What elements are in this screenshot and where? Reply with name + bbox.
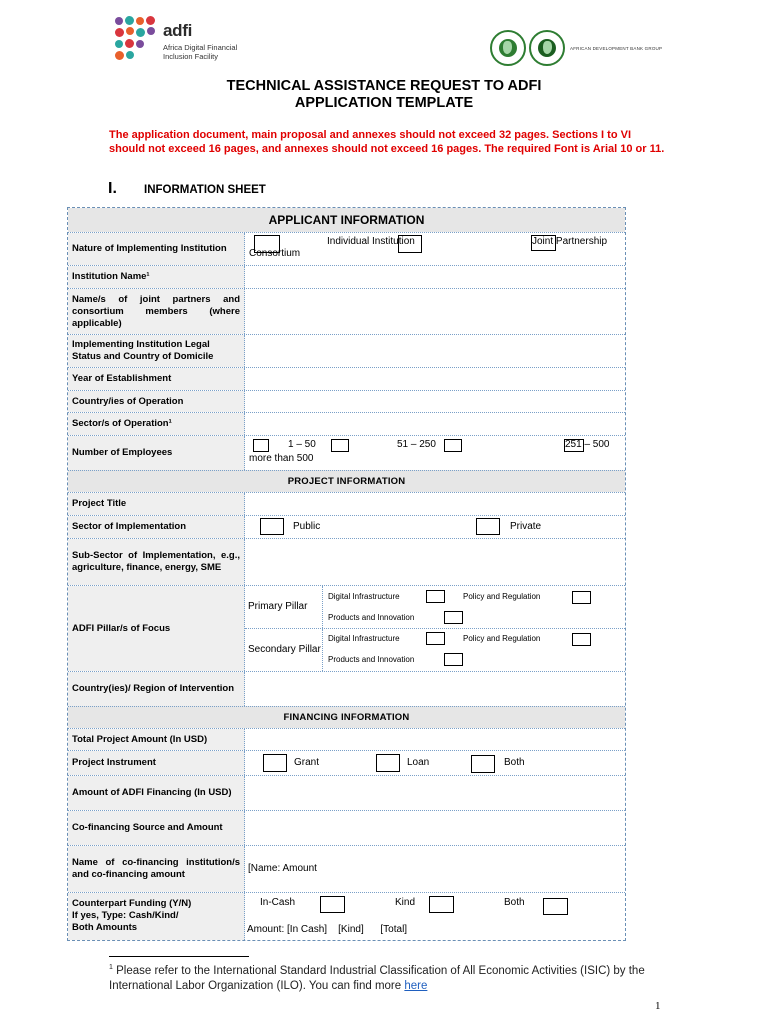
nature-options xyxy=(245,233,625,265)
primary-products-label: Products and Innovation xyxy=(328,613,415,622)
secondary-products-checkbox[interactable] xyxy=(444,653,463,666)
primary-digital-label: Digital Infrastructure xyxy=(328,592,400,601)
cofinancing-label: Co-financing Source and Amount xyxy=(68,811,245,845)
employees-51-250-checkbox[interactable] xyxy=(331,439,349,452)
employees-1-50-checkbox[interactable] xyxy=(253,439,269,452)
logo-name: adfi xyxy=(163,21,193,40)
year-row xyxy=(68,367,625,390)
both-instrument-checkbox[interactable] xyxy=(471,755,495,773)
counterpart-options xyxy=(245,893,625,940)
sub-sector-label: Sub-Sector of Implementation, e.g., agriculture, finance, energy, SME xyxy=(68,539,245,585)
total-amount-row xyxy=(68,728,625,750)
footnote-link[interactable]: here xyxy=(404,979,428,992)
joint-option-label: Joint Partnership xyxy=(532,236,608,247)
loan-label: Loan xyxy=(407,757,430,768)
page-number: 1 xyxy=(655,1000,661,1012)
both-counterpart-checkbox[interactable] xyxy=(543,898,568,915)
countries-field[interactable] xyxy=(245,391,625,412)
region-label: Country(ies)/ Region of Intervention xyxy=(68,672,245,706)
employees-251-500-label: 251 – 500 xyxy=(565,439,610,450)
institution-name-field[interactable] xyxy=(245,266,625,288)
region-field[interactable] xyxy=(245,672,625,706)
cofinancing-name-field[interactable] xyxy=(245,846,625,892)
instrument-label: Project Instrument xyxy=(68,751,245,775)
primary-pillar-row xyxy=(245,586,625,629)
sub-sector-row xyxy=(68,538,625,585)
instrument-options xyxy=(245,751,625,775)
joint-partners-field[interactable] xyxy=(245,289,625,334)
secondary-policy-label: Policy and Regulation xyxy=(463,634,541,643)
afdb-logo xyxy=(490,30,662,66)
pillar-row xyxy=(68,585,625,671)
employees-51-250-label: 51 – 250 xyxy=(397,439,436,450)
nature-label: Nature of Implementing Institution xyxy=(68,233,245,265)
page-limit-notice: The application document, main proposal and annexes should not exceed 32 pages. Sections I to VI should not exceed 16 pages, and annexes should not exceed 16 pages. The required Font is Arial 10 or 11. xyxy=(109,129,665,155)
employees-1-50-label: 1 – 50 xyxy=(288,439,316,450)
financing-info-header: FINANCING INFORMATION xyxy=(68,706,625,728)
legal-status-label: Implementing Institution Legal Status and Country of Domicile xyxy=(68,335,245,367)
adfi-logo-mark xyxy=(113,15,159,63)
total-amount-label: Total Project Amount (In USD) xyxy=(68,729,245,750)
joint-partners-row xyxy=(68,288,625,334)
secondary-pillar-row xyxy=(245,629,625,671)
footnote-marker: 1 xyxy=(109,964,113,971)
region-row xyxy=(68,671,625,706)
afdb-name: AFRICAN DEVELOPMENT BANK GROUP xyxy=(570,45,663,51)
public-checkbox[interactable] xyxy=(260,518,284,535)
incash-checkbox[interactable] xyxy=(320,896,345,913)
sectors-row xyxy=(68,412,625,435)
primary-pillar-options xyxy=(323,586,625,628)
grant-checkbox[interactable] xyxy=(263,754,287,772)
instrument-row xyxy=(68,750,625,775)
joint-checkbox[interactable] xyxy=(398,235,422,253)
institution-name-label: Institution Name¹ xyxy=(68,266,245,288)
sector-impl-row xyxy=(68,515,625,538)
adfi-amount-field[interactable] xyxy=(245,776,625,810)
adfi-logo xyxy=(113,15,243,63)
document-title-line1: TECHNICAL ASSISTANCE REQUEST TO ADFI xyxy=(226,78,542,94)
sectors-label: Sector/s of Operation¹ xyxy=(68,413,245,435)
section-title: INFORMATION SHEET xyxy=(144,184,266,196)
project-info-header: PROJECT INFORMATION xyxy=(68,470,625,492)
counterpart-label-line1: Counterpart Funding (Y/N) xyxy=(72,898,192,909)
employees-more-500-label: more than 500 xyxy=(249,453,314,464)
adfi-amount-row xyxy=(68,775,625,810)
both-counterpart-label: Both xyxy=(504,897,525,908)
secondary-products-label: Products and Innovation xyxy=(328,655,415,664)
project-title-row xyxy=(68,492,625,515)
footnote xyxy=(109,960,649,994)
legal-status-row xyxy=(68,334,625,367)
employees-more-500-checkbox[interactable] xyxy=(564,439,584,452)
year-field[interactable] xyxy=(245,368,625,390)
countries-row xyxy=(68,390,625,412)
total-amount-field[interactable] xyxy=(245,729,625,750)
section-heading xyxy=(108,180,266,198)
sector-impl-label: Sector of Implementation xyxy=(68,516,245,538)
counterpart-label-line3: Both Amounts xyxy=(72,922,138,933)
counterpart-row xyxy=(68,892,625,940)
sector-impl-options xyxy=(245,516,625,538)
secondary-policy-checkbox[interactable] xyxy=(572,633,591,646)
footnote-separator xyxy=(109,956,249,957)
counterpart-amount-line: Amount: [In Cash] [Kind] [Total] xyxy=(247,924,408,935)
year-label: Year of Establishment xyxy=(68,368,245,390)
institution-name-row xyxy=(68,265,625,288)
primary-digital-checkbox[interactable] xyxy=(426,590,445,603)
cofinancing-name-row xyxy=(68,845,625,892)
counterpart-label-line2: If yes, Type: Cash/Kind/ xyxy=(72,910,179,921)
private-label: Private xyxy=(510,521,542,532)
afdb-seal-icon xyxy=(490,30,526,66)
loan-checkbox[interactable] xyxy=(376,754,400,772)
incash-label: In-Cash xyxy=(260,897,296,908)
sectors-field[interactable] xyxy=(245,413,625,435)
logo-tagline: Africa Digital Financial Inclusion Facility xyxy=(163,43,238,61)
employees-251-500-checkbox[interactable] xyxy=(444,439,462,452)
cofinancing-field[interactable] xyxy=(245,811,625,845)
section-number: I. xyxy=(108,180,117,197)
employees-options xyxy=(245,436,625,470)
secondary-pillar-options xyxy=(323,629,625,671)
primary-pillar-label: Primary Pillar xyxy=(245,586,323,628)
both-instrument-label: Both xyxy=(504,757,525,768)
cofinancing-name-value: [Name: Amount xyxy=(248,863,317,874)
consortium-option-label: Consortium xyxy=(249,248,301,259)
nature-row xyxy=(68,232,625,265)
counterpart-label xyxy=(68,893,245,940)
secondary-pillar-label: Secondary Pillar xyxy=(245,629,323,671)
afdb-globe-icon xyxy=(529,30,565,66)
private-checkbox[interactable] xyxy=(476,518,500,535)
joint-partners-label: Name/s of joint partners and consortium members (where applicable) xyxy=(68,289,245,334)
applicant-info-header: APPLICANT INFORMATION xyxy=(68,208,625,232)
adfi-amount-label: Amount of ADFI Financing (In USD) xyxy=(68,776,245,810)
pillar-label: ADFI Pillar/s of Focus xyxy=(68,586,245,671)
employees-row xyxy=(68,435,625,470)
grant-label: Grant xyxy=(294,757,320,768)
cofinancing-name-label: Name of co-financing institution/s and co-financing amount xyxy=(68,846,245,892)
project-title-label: Project Title xyxy=(68,493,245,515)
public-label: Public xyxy=(293,521,321,532)
individual-option-label: Individual Institution xyxy=(327,236,415,247)
document-title-line2: APPLICATION TEMPLATE xyxy=(294,95,474,111)
employees-label: Number of Employees xyxy=(68,436,245,470)
consortium-checkbox[interactable] xyxy=(531,235,556,251)
legal-status-field[interactable] xyxy=(245,335,625,367)
countries-label: Country/ies of Operation xyxy=(68,391,245,412)
information-sheet-form xyxy=(67,207,626,941)
kind-label: Kind xyxy=(395,897,416,908)
kind-checkbox[interactable] xyxy=(429,896,454,913)
primary-policy-checkbox[interactable] xyxy=(572,591,591,604)
cofinancing-row xyxy=(68,810,625,845)
sub-sector-field[interactable] xyxy=(245,539,625,585)
primary-products-checkbox[interactable] xyxy=(444,611,463,624)
secondary-digital-checkbox[interactable] xyxy=(426,632,445,645)
primary-policy-label: Policy and Regulation xyxy=(463,592,541,601)
footnote-text: Please refer to the International Standard Industrial Classification of All Economic Activities (ISIC) by the International Labor Organization (ILO). You can find more xyxy=(109,964,645,992)
project-title-field[interactable] xyxy=(245,493,625,515)
secondary-digital-label: Digital Infrastructure xyxy=(328,634,400,643)
pillar-grid xyxy=(245,586,625,671)
